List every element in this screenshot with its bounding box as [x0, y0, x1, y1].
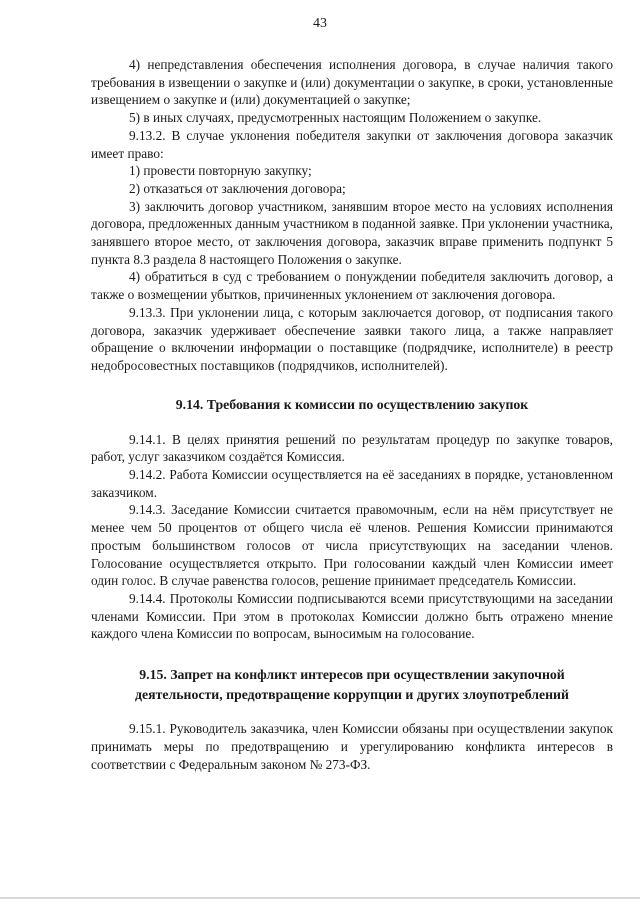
paragraph-9-13-2: 9.13.2. В случае уклонения победителя закупки от заключения договора заказчик имеет право:	[91, 127, 613, 161]
paragraph-9-14-2: 9.14.2. Работа Комиссии осуществляется на её заседаниях в порядке, установленном заказчиком.	[91, 467, 613, 500]
paragraph-9-13-1-item-4: 4) непредставления обеспечения исполнения договора, в случае наличия такого требования в извещении о закупке и (или) документации о закупке, в сроки, установленные извещением о закупке и (или) документацией о закупке;	[91, 57, 613, 108]
spacer	[91, 375, 613, 395]
scan-edge	[0, 897, 640, 899]
spacer	[91, 415, 613, 431]
section-heading-9-15-line-2: деятельности, предотвращение коррупции и других злоупотреблений	[135, 687, 569, 703]
paragraph-9-13-3: 9.13.3. При уклонении лица, с которым заключается договор, от подписания такого договора, заказчик удерживает обеспечение заявки такого лица, а также направляет обращение о включении информации о поставщике (подрядчике, исполнителе) в реестр недобросовестных поставщиков (подрядчиков, исполнителей).	[91, 304, 613, 373]
paragraph-9-13-2-item-4: 4) обратиться в суд с требованием о понуждении победителя заключить договор, а также о возмещении убытков, причиненных уклонением от заключения договора.	[91, 269, 613, 303]
paragraph-9-14-4: 9.14.4. Протоколы Комиссии подписываются всеми присутствующими на заседании членами Комиссии. При этом в протоколах Комиссии должно быть отражено мнение каждого члена Комиссии по вопросам, выносимым на голосование.	[91, 590, 613, 642]
section-heading-9-14: 9.14. Требования к комиссии по осуществлению закупок	[175, 396, 529, 412]
paragraph-9-13-2-item-3: 3) заключить договор участником, занявшим второе место на условиях исполнения договора, предложенных данным участником в поданной заявке. При уклонении участника, занявшего второе место, от заключения договора, заказчик вправе применить подпункт 5 пункта 8.3 раздела 8 настоящего Положения о закупке.	[91, 198, 613, 267]
paragraph-9-13-1-item-5: 5) в иных случаях, предусмотренных настоящим Положением о закупке.	[129, 110, 542, 126]
paragraph-9-14-3: 9.14.3. Заседание Комиссии считается правомочным, если на нём присутствует не менее чем 50 процентов от общего числа её членов. Решения Комиссии принимаются простым большинством голосов от числа присутствующих на заседании членов. Голосование осуществляется открыто. При голосовании каждый член Комиссии имеет один голос. В случае равенства голосов, решение принимает председатель Комиссии.	[91, 502, 613, 589]
section-heading-9-15	[91, 665, 613, 705]
spacer	[91, 643, 613, 665]
spacer	[91, 705, 613, 720]
paragraph-9-13-2-item-1: 1) провести повторную закупку;	[129, 163, 312, 179]
paragraph-9-13-2-item-2: 2) отказаться от заключения договора;	[129, 180, 346, 196]
section-heading-9-15-line-1: 9.15. Запрет на конфликт интересов при осуществлении закупочной	[139, 667, 565, 683]
page-number: 43	[313, 16, 327, 31]
paragraph-9-14-1: 9.14.1. В целях принятия решений по результатам процедур по закупке товаров, работ, услуг заказчиком создаётся Комиссия.	[91, 431, 613, 465]
paragraph-9-15-1: 9.15.1. Руководитель заказчика, член Комиссии обязаны при осуществлении закупок принимать меры по предотвращению и урегулированию конфликта интересов в соответствии с Федеральным законом № 273-ФЗ.	[91, 721, 613, 772]
page-content	[91, 56, 613, 773]
